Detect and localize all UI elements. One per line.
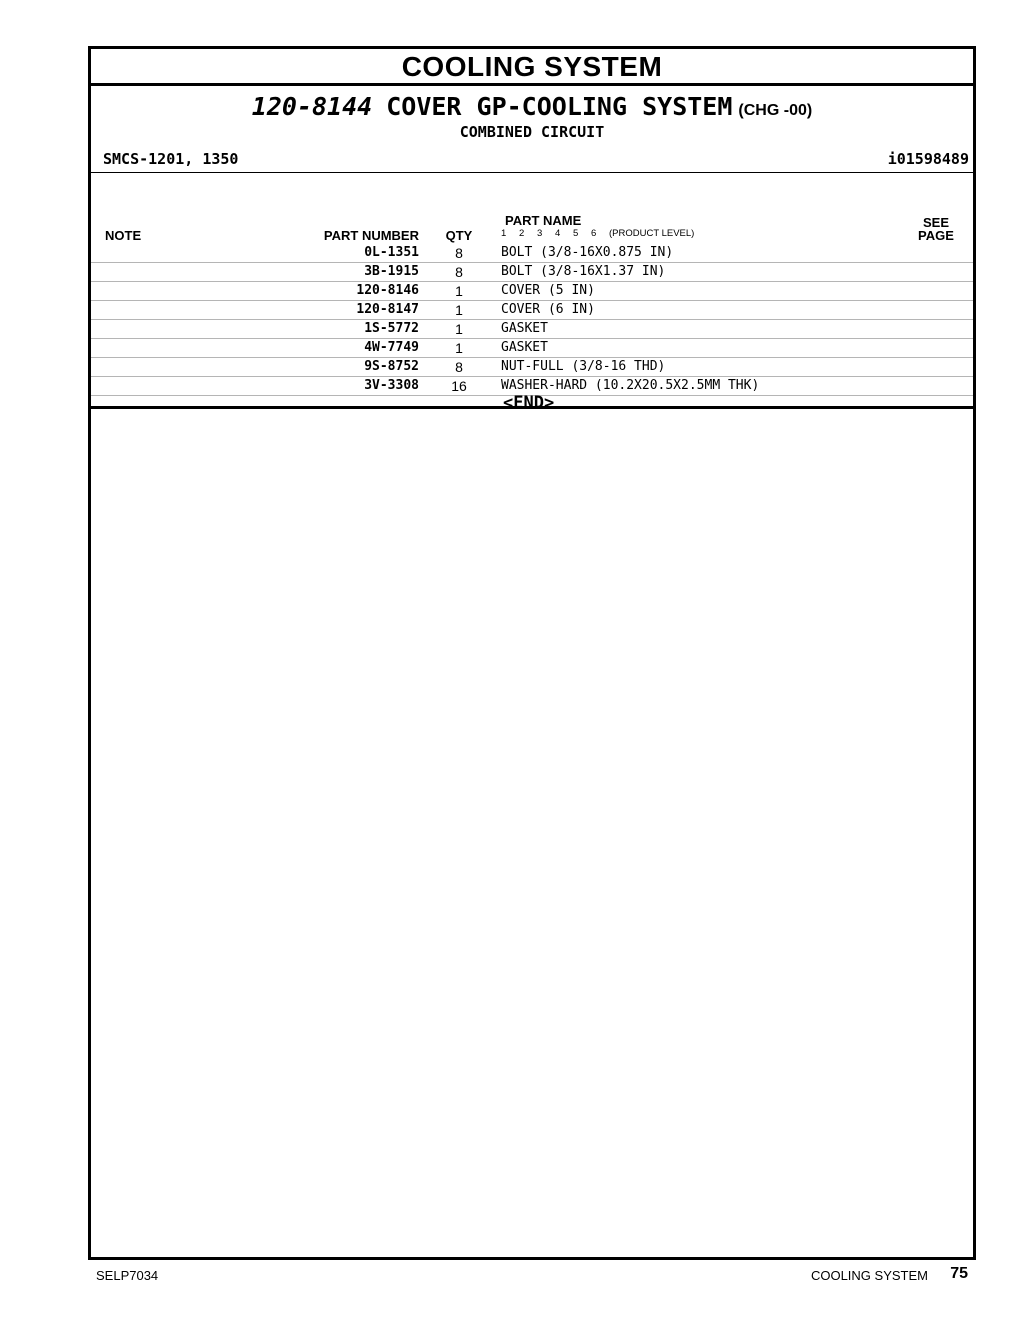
header-part-name: PART NAME [505, 213, 582, 228]
smcs-codes: SMCS-1201, 1350 [103, 150, 239, 168]
product-level-4: 4 [555, 228, 561, 239]
product-level-5: 5 [573, 228, 579, 239]
table-row [91, 358, 973, 377]
part-qty: 1 [455, 302, 463, 318]
part-qty: 1 [455, 283, 463, 299]
part-name: NUT-FULL (3/8-16 THD) [501, 359, 666, 374]
product-level-6: 6 [591, 228, 597, 239]
page-frame [88, 46, 976, 1260]
part-qty: 8 [455, 264, 463, 280]
part-qty: 8 [455, 245, 463, 261]
footer-section-name: COOLING SYSTEM [810, 1268, 928, 1283]
table-row [91, 301, 973, 320]
table-row [91, 320, 973, 339]
end-marker: <END> [503, 393, 555, 413]
illustration-id: i01598489 [887, 150, 969, 168]
group-name: COVER GP-COOLING SYSTEM [386, 92, 733, 121]
table-row [91, 282, 973, 301]
header-see: SEE [922, 215, 949, 230]
part-qty: 1 [455, 340, 463, 356]
part-name: COVER (6 IN) [501, 302, 595, 317]
part-name: GASKET [501, 340, 548, 355]
part-qty: 1 [455, 321, 463, 337]
product-level-header [501, 228, 694, 239]
part-name: BOLT (3/8-16X1.37 IN) [501, 264, 666, 279]
part-name: BOLT (3/8-16X0.875 IN) [501, 245, 674, 260]
footer-page-number: 75 [950, 1265, 968, 1282]
section-title: COOLING SYSTEM [91, 49, 973, 86]
group-change-level: (CHG -00) [738, 102, 813, 119]
parts-group-block [91, 86, 973, 413]
group-title [91, 92, 973, 121]
part-number: 4W-7749 [364, 340, 419, 355]
part-number: 120-8146 [356, 283, 419, 298]
group-number: 120-8144 [251, 92, 373, 121]
table-row [91, 339, 973, 358]
part-number: 3V-3308 [364, 378, 419, 393]
product-level-1: 1 [501, 228, 507, 239]
part-name: COVER (5 IN) [501, 283, 595, 298]
group-subtitle: COMBINED CIRCUIT [459, 123, 605, 141]
product-level-label: (PRODUCT LEVEL) [609, 228, 695, 239]
part-number: 120-8147 [356, 302, 419, 317]
part-name: GASKET [501, 321, 548, 336]
part-name: WASHER-HARD (10.2X20.5X2.5MM THK) [501, 378, 760, 393]
parts-table [91, 244, 973, 396]
table-row [91, 263, 973, 282]
footer-doc-id: SELP7034 [96, 1268, 159, 1283]
product-level-2: 2 [519, 228, 525, 239]
header-qty: QTY [445, 228, 473, 243]
part-number: 1S-5772 [364, 321, 419, 336]
header-note: NOTE [105, 228, 142, 243]
header-part-number: PART NUMBER [323, 228, 419, 243]
part-number: 9S-8752 [364, 359, 419, 374]
product-level-3: 3 [537, 228, 543, 239]
header-rule [91, 172, 973, 173]
part-qty: 16 [451, 378, 467, 394]
part-qty: 8 [455, 359, 463, 375]
part-number: 0L-1351 [364, 245, 419, 260]
part-number: 3B-1915 [364, 264, 419, 279]
header-page: PAGE [918, 228, 954, 243]
table-row [91, 244, 973, 263]
